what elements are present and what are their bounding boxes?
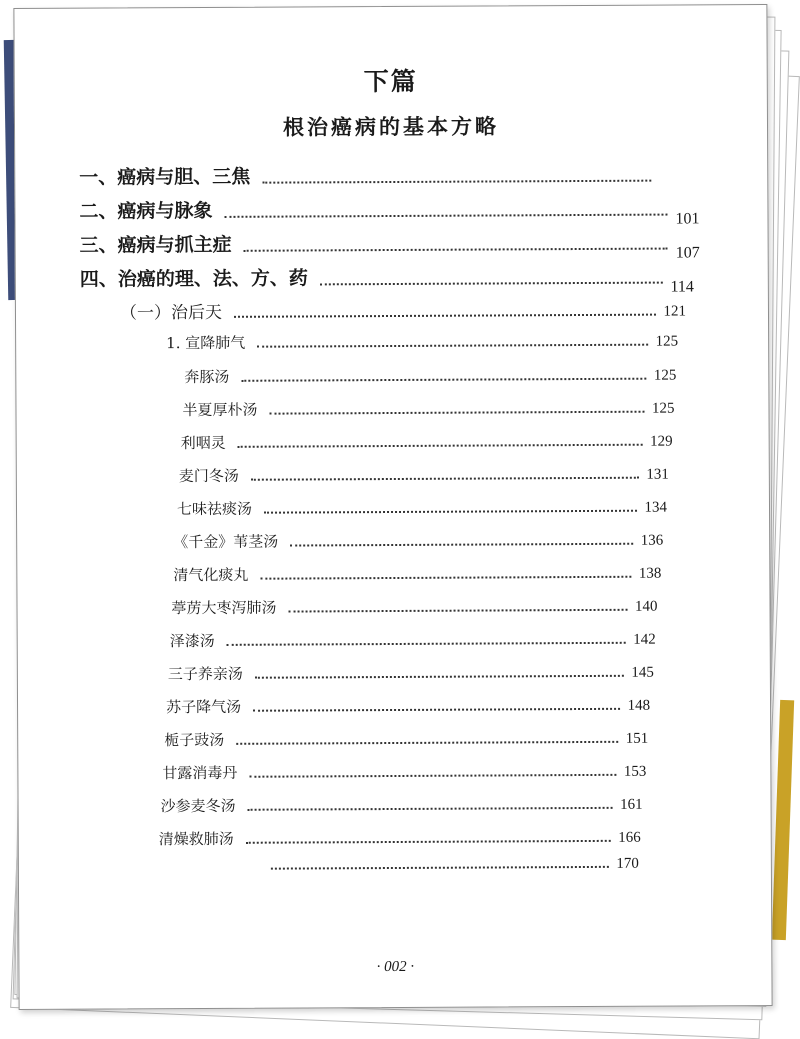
toc-entry-label: 清燥救肺汤 xyxy=(158,829,234,849)
toc-entry[interactable] xyxy=(173,529,663,553)
toc-entry[interactable] xyxy=(177,496,667,520)
toc-entry-page: 161 xyxy=(620,796,643,813)
toc-entry-page: 121 xyxy=(663,303,687,320)
toc-entry-label: 半夏厚朴汤 xyxy=(182,400,258,420)
toc-entry-page: 148 xyxy=(627,697,651,714)
toc-entry-label: 泽漆汤 xyxy=(169,631,215,651)
toc-entry[interactable] xyxy=(79,261,694,296)
toc-entry[interactable] xyxy=(166,330,678,354)
toc-entry-label: （一）治后天 xyxy=(119,302,223,324)
toc-entry[interactable] xyxy=(79,193,700,228)
toc-entry[interactable] xyxy=(120,295,686,323)
toc-entry[interactable] xyxy=(181,430,673,454)
toc-entry-label: 二、癌病与脉象 xyxy=(79,199,213,223)
toc-entry-page: 101 xyxy=(675,210,700,228)
toc-page xyxy=(13,4,772,1010)
toc-entry[interactable] xyxy=(259,856,639,875)
toc-entry[interactable] xyxy=(173,562,661,586)
toc-entry[interactable] xyxy=(168,661,654,685)
dot-leader xyxy=(236,741,617,745)
dot-leader xyxy=(241,378,645,382)
toc-entry-page: 136 xyxy=(640,532,664,549)
toc-entry-page: 129 xyxy=(650,433,673,450)
toc-entry-page: 131 xyxy=(646,466,669,483)
dot-leader xyxy=(262,180,651,184)
dot-leader xyxy=(255,675,623,679)
dot-leader xyxy=(260,576,630,580)
dot-leader xyxy=(227,642,625,646)
toc-entry-label: 一、癌病与胆、三焦 xyxy=(79,165,251,189)
toc-entry[interactable] xyxy=(159,826,641,850)
toc-entry-page: 125 xyxy=(651,400,675,417)
dot-leader xyxy=(251,477,638,481)
toc-entry-label: 奔豚汤 xyxy=(184,367,230,387)
toc-entry-page: 114 xyxy=(670,278,694,296)
dot-leader xyxy=(320,282,663,286)
toc-entry-label: 麦门冬汤 xyxy=(178,466,239,486)
toc-entry-label: 四、治癌的理、法、方、药 xyxy=(79,267,308,291)
toc-entry-label: 1. 宣降肺气 xyxy=(166,333,246,353)
toc-entry-page: 153 xyxy=(623,763,647,780)
toc-entry[interactable] xyxy=(162,760,646,784)
toc-entry[interactable] xyxy=(161,793,643,817)
toc-entry[interactable] xyxy=(166,694,650,718)
toc-entry-page: 107 xyxy=(675,244,700,262)
dot-leader xyxy=(264,510,636,514)
toc-entry-label: 三子养亲汤 xyxy=(167,664,243,684)
toc-entry[interactable] xyxy=(171,595,657,619)
toc-entry[interactable] xyxy=(79,227,700,262)
toc-entry[interactable] xyxy=(170,628,656,652)
dot-leader xyxy=(248,807,612,811)
toc-entry-label: 甘露消毒丹 xyxy=(162,763,238,783)
toc-entry[interactable] xyxy=(164,727,648,751)
dot-leader xyxy=(249,774,615,778)
toc-entry[interactable] xyxy=(182,397,674,421)
toc-entry-label: 栀子豉汤 xyxy=(164,730,225,750)
toc-entry[interactable] xyxy=(184,364,676,388)
toc-entry[interactable] xyxy=(79,160,659,190)
dot-leader xyxy=(224,214,667,218)
dot-leader xyxy=(238,444,642,448)
toc-entry-page: 138 xyxy=(638,565,662,582)
dot-leader xyxy=(246,840,610,844)
toc-entry-page: 140 xyxy=(634,598,658,615)
toc-entry-label: 苏子降气汤 xyxy=(165,697,242,717)
dot-leader xyxy=(290,543,632,547)
toc-entry-label: 三、癌病与抓主症 xyxy=(79,233,232,257)
toc-entry-page: 125 xyxy=(653,367,677,384)
toc-entry-page: 145 xyxy=(631,664,654,681)
toc-entry-page: 151 xyxy=(625,730,649,747)
dot-leader xyxy=(257,344,647,348)
part-title: 下篇 xyxy=(363,66,418,97)
section-title: 根治癌病的基本方略 xyxy=(282,113,500,140)
dot-leader xyxy=(234,314,656,318)
toc-entry-label: 清气化痰丸 xyxy=(173,565,249,585)
dot-leader xyxy=(244,248,668,252)
toc-entry-page: 134 xyxy=(644,499,668,516)
book-cover-edge xyxy=(772,700,794,940)
page-number-footer: · 002 · xyxy=(376,958,415,976)
dot-leader xyxy=(271,866,609,870)
toc-entry-page: 142 xyxy=(633,631,656,648)
toc-entry-label: 利咽灵 xyxy=(180,433,226,453)
toc-entry-label: 《千金》苇茎汤 xyxy=(173,532,279,552)
toc-entry[interactable] xyxy=(179,463,669,487)
toc-entry-page: 166 xyxy=(618,829,641,846)
toc-entry-page: 170 xyxy=(616,855,639,872)
toc-entry-label: 沙参麦冬汤 xyxy=(160,796,236,816)
toc-entry-page: 125 xyxy=(655,333,679,350)
dot-leader xyxy=(289,609,627,613)
toc-entry-label: 七味祛痰汤 xyxy=(176,499,253,519)
dot-leader xyxy=(270,411,644,415)
toc-entry-label: 葶苈大枣泻肺汤 xyxy=(171,598,277,618)
dot-leader xyxy=(253,708,619,712)
